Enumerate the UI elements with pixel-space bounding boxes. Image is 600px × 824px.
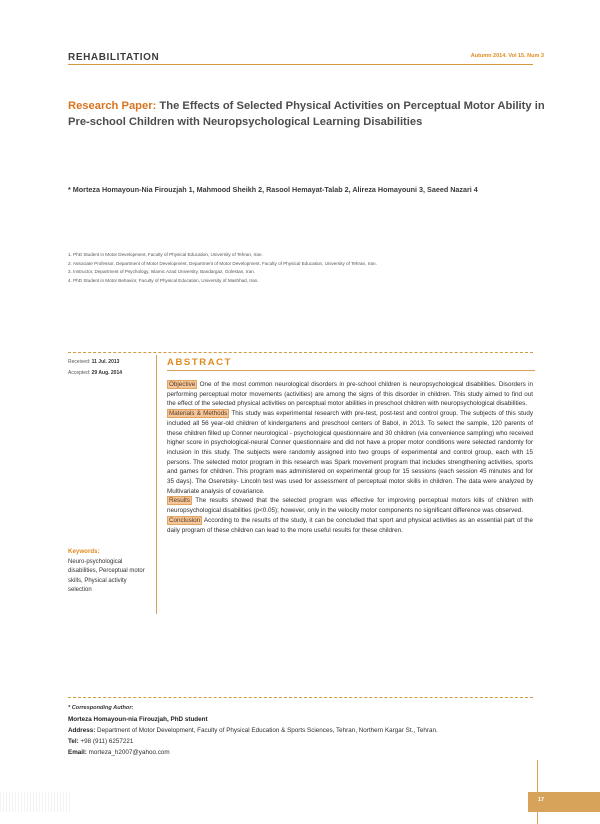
corresponding-author	[68, 703, 538, 758]
column-rule	[156, 355, 157, 614]
results-text: The results showed that the selected program was effective for improving perceptual motors kills of children with neuropsychological disabilities (p<0.05); however, only in the velocity motor components no significant difference was observed.	[167, 497, 534, 515]
conclusion-tag: Conclusion	[169, 516, 201, 524]
address-value: Department of Motor Development, Faculty of Physical Education & Sports Sciences, Tehran, Northern Kargar St., Tehran.	[97, 727, 438, 734]
journal-section-title: REHABILITATION	[68, 52, 160, 63]
keywords-block	[68, 548, 150, 596]
accepted-label: Accepted:	[68, 370, 91, 376]
issue-info: Autumn 2014. Vol 15. Num 3	[470, 53, 544, 59]
conclusion-text: According to the results of the study, it can be concluded that sport and physical activities as an essential part of the daily program of these children can lead to the more useful results for these children.	[167, 516, 533, 534]
address-label: Address:	[68, 727, 96, 734]
paper-title	[68, 98, 548, 130]
methods-text: This study was experimental research with pre-test, post-test and control group. The subjects of this study included all 56 year-old children of kindergartens and preschool centers of Babol, in 2013. To select the sample, 120 parents of these children filled up Conner neurological - psychological questionnaire and 30 children (via convenience sampling) who received higher score in psychological-neural Conner questionnaire and did not have a proper motor conditions were selected randomly for inclusion in this study. The subjects were randomly assigned into two groups of experimental and control group, each with 15 persons. The selected motor program in this research was Spark movement program that includes strengthening activities, sports and games for children. This program was administered on experimental group for 15 sessions (each session 45 minutes and for 35 days). The Oseretsky- Lincoln test was used for assessment of perceptual motor skills in children. The data were analyzed by Multivariate analysis of covariance.	[167, 410, 533, 495]
page-number: 17	[538, 797, 545, 803]
methods-tag: Materials & Methods	[169, 410, 228, 418]
received-date	[68, 357, 122, 368]
affiliation-item: 4. PhD Student in Motor Behavior, Faculty of Physical Education, University of Mashhad, Iran.	[68, 277, 259, 283]
affiliation-item: 2. Associate Professor, Department of Motor Development, Department of Motor Development, Faculty of Physical Education, University of Tehran, Iran.	[68, 260, 377, 266]
abstract-rule	[167, 370, 535, 371]
accepted-date	[68, 368, 122, 379]
abstract-heading: ABSTRACT	[167, 357, 233, 368]
corresponding-address	[68, 725, 538, 736]
header-rule	[68, 64, 533, 65]
keywords-text: Neuro-psychological disabilities, Perceptual motor skills, Physical activity selection	[68, 559, 145, 594]
corresponding-email	[68, 747, 538, 758]
affiliation-item: 3. Instructor, Department of Psychology, Islamic Azad University, Bandargaz, Golestan, Iran.	[68, 269, 255, 274]
affiliation-item: 1. PhD Student in Motor Development, Faculty of Physical Education, University of Tehran, Iran.	[68, 252, 263, 257]
submission-dates	[68, 357, 122, 379]
abstract-results	[167, 496, 533, 515]
received-value: 11 Jul. 2013	[91, 359, 120, 365]
objective-text: One of the most common neurological disorders in pre-school children is neuropsychological disabilities. Disorders in performing perceptual motor movements (activities) are among the signs of this disorder in children. This study aimed to find out the effect of the selected physical activities on perceptual motor abilities in preschool children with neuropsychological disabilities.	[167, 381, 534, 408]
affiliations	[68, 251, 538, 285]
paper-type-label: Research Paper:	[68, 100, 157, 112]
abstract-methods	[167, 409, 533, 496]
tel-label: Tel:	[68, 738, 79, 745]
corresponding-heading: * Corresponding Author:	[68, 705, 134, 711]
abstract-conclusion	[167, 516, 533, 535]
tel-value: +98 (911) 6257221	[80, 738, 134, 745]
abstract-body	[167, 380, 533, 535]
paper-title-text: The Effects of Selected Physical Activities on Perceptual Motor Ability in Pre-school Children with Neuropsychological Learning Disabilities	[68, 100, 545, 128]
accepted-value: 29 Aug. 2014	[91, 370, 123, 376]
keywords-heading: Keywords:	[68, 548, 100, 555]
email-value[interactable]: morteza_h2007@yahoo.com	[88, 749, 170, 756]
footer-hatch	[0, 792, 70, 812]
results-tag: Results	[169, 497, 190, 505]
corresponding-tel	[68, 736, 538, 747]
objective-tag: Objective	[169, 381, 196, 388]
email-label: Email:	[68, 749, 87, 756]
received-label: Received:	[68, 359, 91, 365]
corresponding-name	[68, 714, 538, 725]
author-list: * Morteza Homayoun-Nia Firouzjah 1, Mahmood Sheikh 2, Rasool Hemayat-Talab 2, Alireza Homayouni 3, Saeed Nazari 4	[68, 185, 478, 194]
footer-divider	[68, 697, 533, 698]
section-divider	[68, 352, 533, 353]
abstract-objective	[167, 380, 533, 409]
corresponding-name-value: Morteza Homayoun-nia Firouzjah, PhD student	[68, 716, 208, 723]
